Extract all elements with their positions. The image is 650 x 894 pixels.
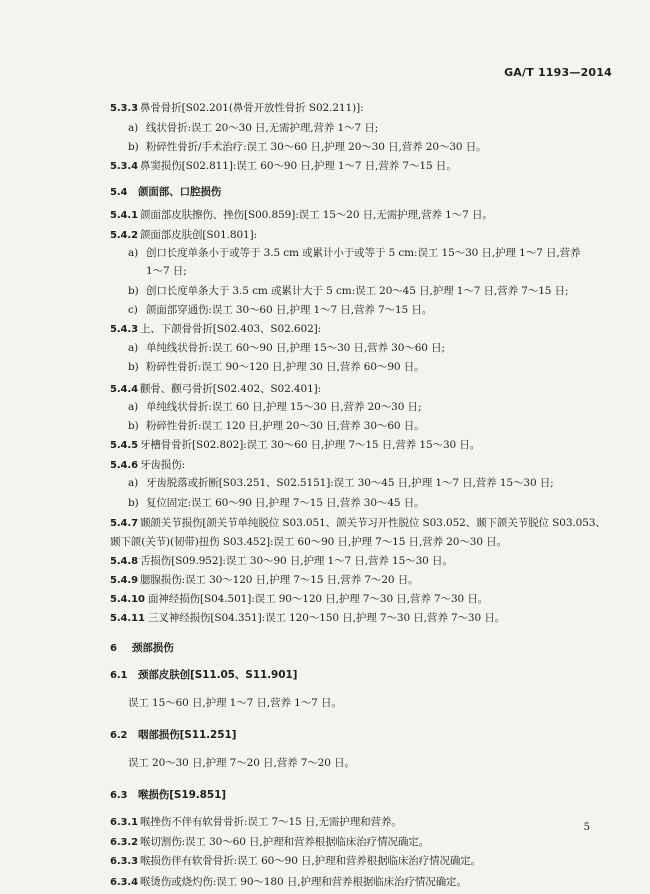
line-text: 颌面部皮肤擦伤、挫伤[S00.859]:误工 15～20 日,无需护理,营养 1～7 日。 — [140, 209, 493, 221]
section-heading — [110, 641, 174, 656]
line-text: 咽部损伤[S11.251] — [138, 729, 237, 741]
line-text: 上、下颌骨骨折[S02.403、S02.602]: — [140, 323, 322, 335]
clause-number: 5.4.4 — [110, 384, 138, 395]
section-heading — [110, 668, 297, 683]
line-text: 颈部皮肤创[S11.05、S11.901] — [138, 669, 298, 681]
clause-number: 5.4.1 — [110, 210, 138, 221]
list-letter: a) — [128, 247, 139, 259]
clause-number: 5.4.8 — [110, 556, 138, 567]
text-line — [110, 854, 481, 869]
text-line — [128, 121, 378, 135]
list-letter: b) — [128, 420, 139, 432]
line-text: 误工 15～60 日,护理 1～7 日,营养 1～7 日。 — [128, 697, 342, 709]
line-text: 鼻骨骨折[S02.201(鼻骨开放性骨折 S02.211)]: — [140, 102, 364, 114]
section-heading — [110, 728, 236, 743]
text-line — [110, 592, 488, 607]
text-line — [110, 228, 257, 243]
text-line — [146, 264, 187, 278]
list-letter: a) — [128, 477, 139, 489]
line-text: 粉碎性骨折/手术治疗:误工 30～60 日,护理 20～30 日,营养 20～30 日。 — [146, 141, 487, 153]
clause-number: 5.4.3 — [110, 324, 138, 335]
line-text: 创口长度单条大于 3.5 cm 或累计大于 5 cm:误工 20～45 日,护理 1～7 日,营养 7～15 日; — [146, 285, 569, 297]
text-line — [110, 438, 480, 453]
clause-number: 6.3.4 — [110, 877, 138, 888]
clause-number: 5.3.4 — [110, 161, 138, 172]
line-text: 鼻窦损伤[S02.811]:误工 60～90 日,护理 1～7 日,营养 7～15 日。 — [140, 160, 457, 172]
clause-number: 5.4.10 — [110, 594, 145, 605]
line-text: 喉损伤[S19.851] — [138, 789, 226, 801]
clause-number: 6.3.1 — [110, 817, 138, 828]
clause-number: 6.3.3 — [110, 856, 138, 867]
standard-code: GA/T 1193—2014 — [504, 66, 612, 79]
line-text: 粉碎性骨折:误工 120 日,护理 20～30 日,营养 30～60 日。 — [146, 420, 425, 432]
line-text: 喉切割伤:误工 30～60 日,护理和营养根据临床治疗情况确定。 — [140, 836, 430, 848]
list-letter: b) — [128, 361, 139, 373]
text-line — [128, 284, 568, 298]
text-line — [128, 496, 425, 510]
text-line — [128, 140, 487, 154]
text-line — [110, 535, 507, 549]
text-line — [128, 360, 425, 374]
line-text: 喉烫伤或烧灼伤:误工 90～180 日,护理和营养根据临床治疗情况确定。 — [140, 876, 467, 888]
line-text: 误工 20～30 日,护理 7～20 日,营养 7～20 日。 — [128, 757, 355, 769]
text-line — [128, 696, 342, 710]
clause-number: 6.3 — [110, 790, 128, 801]
list-letter: a) — [128, 342, 139, 354]
line-text: 颌面部皮肤创[S01.801]: — [140, 229, 258, 241]
line-text: 线状骨折:误工 20～30 日,无需护理,营养 1～7 日; — [146, 122, 379, 134]
line-text: 三叉神经损伤[S04.351]:误工 120～150 日,护理 7～30 日,营养 7～30 日。 — [148, 612, 506, 624]
line-text: 牙槽骨骨折[S02.802]:误工 30～60 日,护理 7～15 日,营养 15～30 日。 — [140, 439, 481, 451]
clause-number: 5.4.5 — [110, 440, 138, 451]
text-line — [110, 573, 419, 588]
text-line — [128, 246, 580, 260]
line-text: 喉损伤伴有软骨骨折:误工 60～90 日,护理和营养根据临床治疗情况确定。 — [140, 855, 482, 867]
list-letter: c) — [128, 304, 138, 316]
text-line — [110, 554, 453, 569]
line-text: 创口长度单条小于或等于 3.5 cm 或累计小于或等于 5 cm:误工 15～30 日,护理 1～7 日,营养 — [146, 247, 581, 259]
text-line — [128, 400, 421, 414]
clause-number: 6.1 — [110, 670, 128, 681]
text-line — [128, 476, 554, 490]
line-text: 颈部损伤 — [132, 642, 174, 654]
line-text: 舌损伤[S09.952]:误工 30～90 日,护理 1～7 日,营养 15～30 日。 — [140, 555, 453, 567]
clause-number: 5.4.6 — [110, 460, 138, 471]
line-text: 单纯线状骨折:误工 60 日,护理 15～30 日,营养 20～30 日; — [146, 401, 422, 413]
list-letter: b) — [128, 141, 139, 153]
text-line — [110, 815, 402, 830]
line-text: 面神经损伤[S04.501]:误工 90～120 日,护理 7～30 日,营养 7～30 日。 — [148, 593, 489, 605]
text-line — [110, 208, 493, 223]
clause-number: 5.3.3 — [110, 103, 138, 114]
clause-number: 5.4.2 — [110, 230, 138, 241]
section-heading — [110, 185, 221, 200]
list-letter: a) — [128, 401, 139, 413]
line-text: 喉挫伤不伴有软骨骨折:误工 7～15 日,无需护理和营养。 — [140, 816, 402, 828]
clause-number: 5.4.11 — [110, 613, 145, 624]
text-line — [110, 516, 606, 531]
line-text: 粉碎性骨折:误工 90～120 日,护理 30 日,营养 60～90 日。 — [146, 361, 425, 373]
text-line — [128, 341, 445, 355]
text-line — [110, 458, 185, 473]
clause-number: 6.3.2 — [110, 837, 138, 848]
text-line — [110, 382, 321, 397]
line-text: 颞颌关节损伤[颌关节单纯脱位 S03.051、颌关节习开性脱位 S03.052、颞下颌关节脱位 S03.053、 — [140, 517, 606, 529]
clause-number: 6 — [110, 643, 117, 654]
text-line — [110, 159, 457, 174]
line-text: 颌面部穿通伤:误工 30～60 日,护理 1～7 日,营养 7～15 日。 — [146, 304, 433, 316]
list-letter: b) — [128, 285, 139, 297]
page-number: 5 — [583, 822, 590, 833]
text-line — [128, 419, 425, 433]
line-text: 单纯线状骨折:误工 60～90 日,护理 15～30 日,营养 30～60 日; — [146, 342, 445, 354]
section-heading — [110, 788, 226, 803]
text-line — [110, 322, 321, 337]
text-line — [128, 756, 355, 770]
text-line — [110, 875, 467, 890]
text-line — [110, 101, 364, 116]
line-text: 复位固定:误工 60～90 日,护理 7～15 日,营养 30～45 日。 — [146, 497, 425, 509]
text-line — [128, 303, 432, 317]
line-text: 牙齿脱落或折断[S03.251、S02.5151]:误工 30～45 日,护理 1～7 日,营养 15～30 日; — [146, 477, 554, 489]
line-text: 腮腺损伤:误工 30～120 日,护理 7～15 日,营养 7～20 日。 — [140, 574, 419, 586]
line-text: 颌面部、口腔损伤 — [138, 186, 222, 198]
list-letter: a) — [128, 122, 139, 134]
clause-number: 5.4.9 — [110, 575, 138, 586]
clause-number: 6.2 — [110, 730, 128, 741]
line-text: 牙齿损伤: — [140, 459, 186, 471]
text-line — [110, 835, 429, 850]
line-text: 颞下颌(关节)(韧带)扭伤 S03.452]:误工 60～90 日,护理 7～15 日,营养 20～30 日。 — [110, 536, 507, 548]
list-letter: b) — [128, 497, 139, 509]
clause-number: 5.4 — [110, 187, 128, 198]
line-text: 颧骨、颧弓骨折[S02.402、S02.401]: — [140, 383, 322, 395]
text-line — [110, 611, 505, 626]
line-text: 1～7 日; — [146, 265, 187, 277]
clause-number: 5.4.7 — [110, 518, 138, 529]
